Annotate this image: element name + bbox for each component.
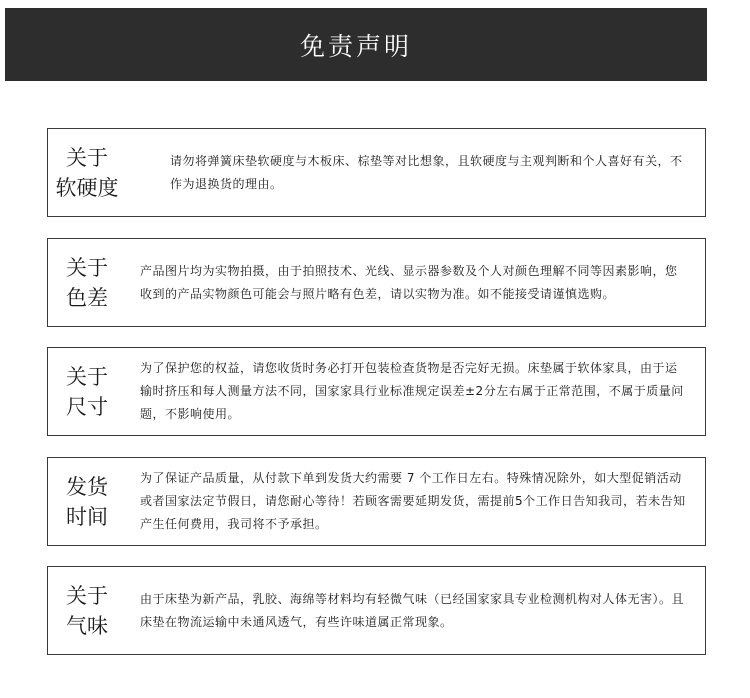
box-label: 关于 尺寸	[66, 364, 108, 419]
box-text: 由于床垫为新产品，乳胶、海绵等材料均有轻微气味（已经国家家具专业检测机构对人体无害）。且床垫在物流运输中未通风透气，有些许味道属正常现象。	[140, 591, 685, 629]
disclaimer-box-size	[47, 347, 706, 436]
page-title: 免责声明	[299, 31, 412, 61]
page-header	[5, 8, 707, 81]
box-text: 为了保证产品质量，从付款下单到发货大约需要 7 个工作日左右。特殊情况除外，如大型促销活动或者国家法定节假日，请您耐心等待！若顾客需要延期发货，需提前5个工作日告知我司，若未告知产生任何费用，我司将不予承担。	[140, 471, 686, 531]
disclaimer-box-firmness	[47, 128, 706, 217]
box-label: 发货 时间	[66, 474, 108, 529]
box-text: 为了保护您的权益，请您收货时务必打开包装检查货物是否完好无损。床垫属于软体家具，由于运输时挤压和每人测量方法不同，国家家具行业标准规定误差±2分左右属于正常范围，不属于质量问题，不影响使用。	[140, 361, 684, 421]
disclaimer-box-shipping	[47, 457, 706, 546]
disclaimer-box-odor	[47, 566, 706, 655]
box-label: 关于 软硬度	[55, 145, 119, 200]
box-text: 请勿将弹簧床垫软硬度与木板床、棕垫等对比想象，且软硬度与主观判断和个人喜好有关，不作为退换货的理由。	[170, 153, 683, 191]
box-label: 关于 色差	[66, 255, 108, 310]
box-text: 产品图片均为实物拍摄，由于拍照技术、光线、显示器参数及个人对颜色理解不同等因素影响，您收到的产品实物颜色可能会与照片略有色差，请以实物为准。如不能接受请谨慎选购。	[140, 263, 678, 301]
box-label: 关于 气味	[66, 583, 108, 638]
disclaimer-box-color	[47, 238, 706, 327]
